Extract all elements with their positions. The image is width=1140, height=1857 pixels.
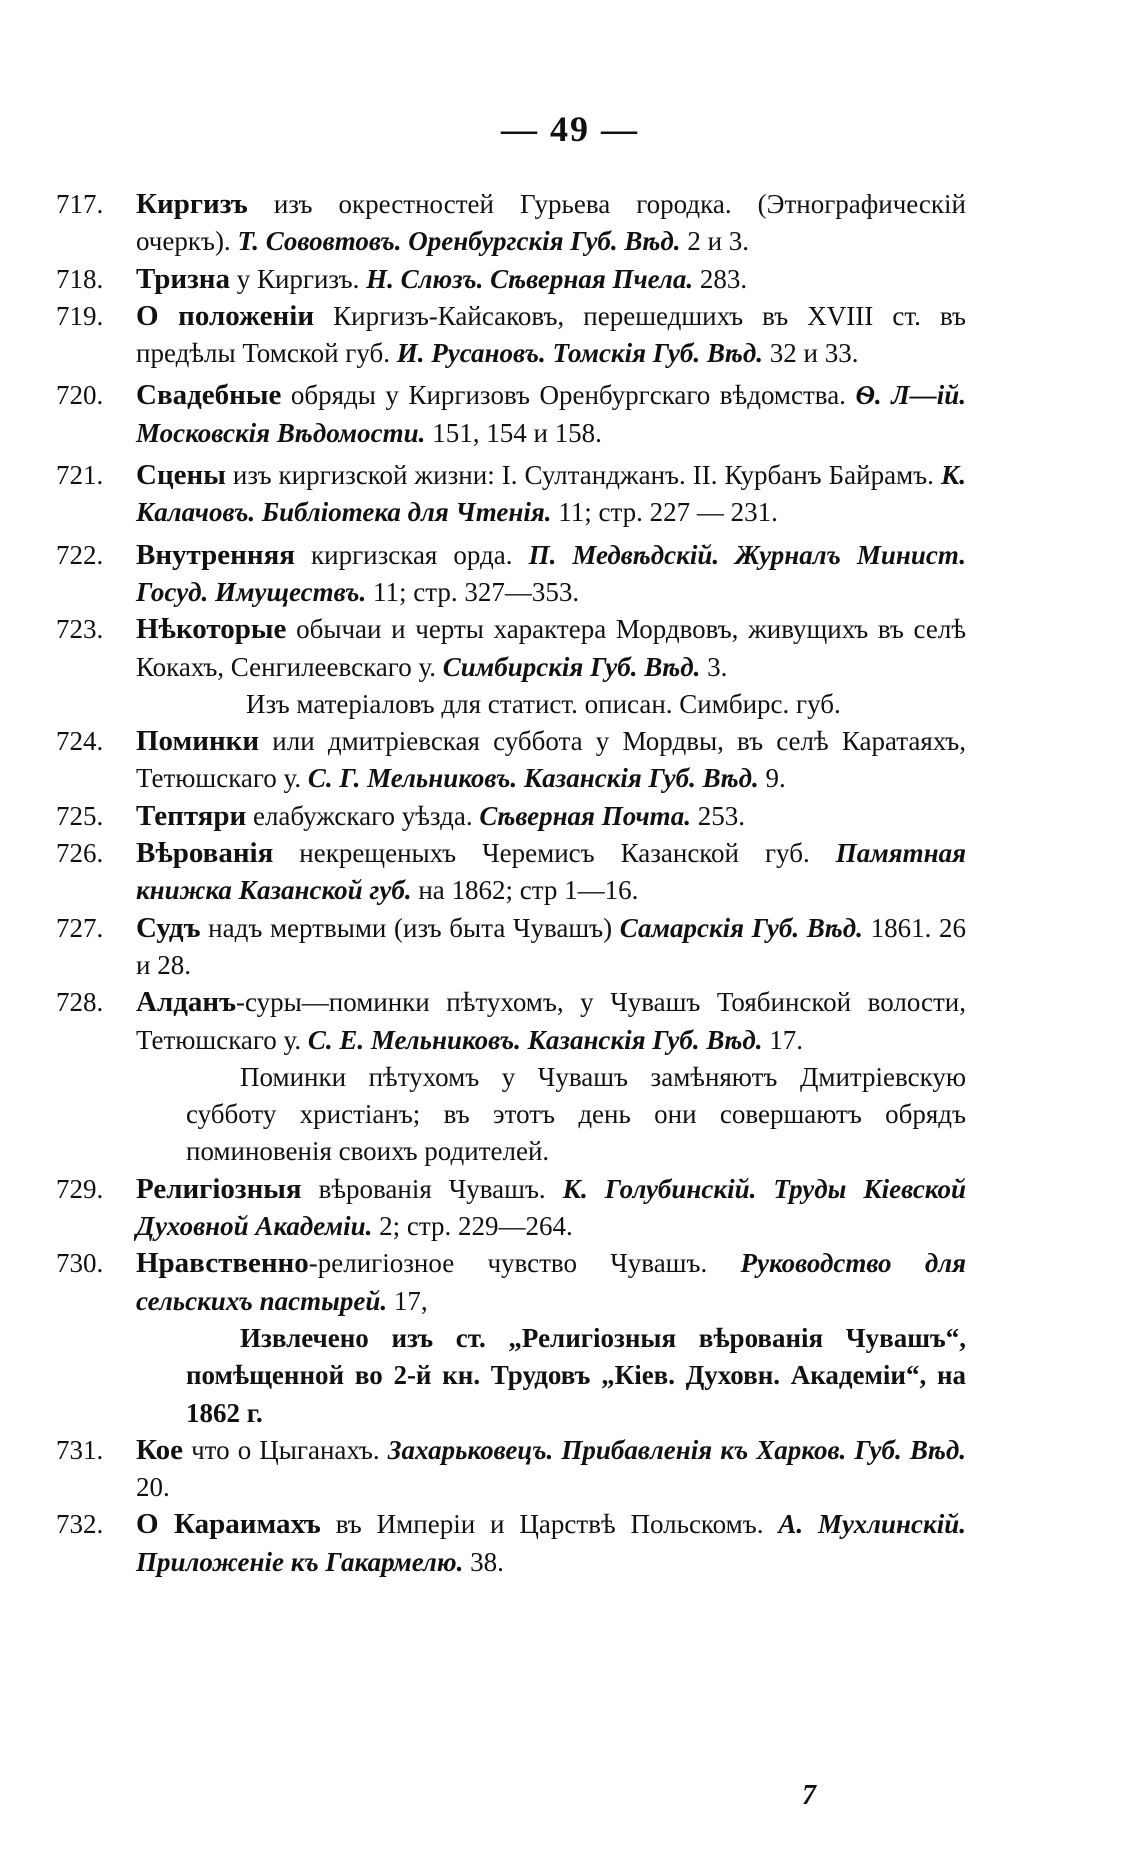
bibliography-entry [56, 835, 966, 910]
entry-keyword: Религіозныя [136, 1172, 302, 1205]
bibliography-entry [56, 377, 966, 452]
entry-rest: 2; стр. 229—264. [372, 1211, 573, 1242]
entry-text: изъ окрестностей Гурьева городка. (Этнографическій очеркъ). [136, 189, 966, 257]
entry-rest: 20. [136, 1472, 170, 1503]
entry-source: Сѣверная Пчела. [483, 263, 694, 294]
entry-author: Н. Слюзъ. [366, 263, 484, 294]
entry-rest: 151, 154 и 158. [425, 417, 602, 448]
entry-number: 723. [56, 614, 104, 645]
entry-source: Сѣверная Почта. [479, 800, 691, 831]
entry-text: обычаи и черты характера Мордвовъ, живущихъ въ селѣ Кокахъ, Сенгилеевскаго у. [136, 614, 966, 682]
entry-number: 727. [56, 912, 104, 943]
bibliography-entry [56, 1171, 966, 1246]
page-number: — 49 — [501, 109, 639, 149]
entry-author: Ѳ. Л—ій. [855, 380, 966, 411]
entry-source: Журналъ Минист. Госуд. Имуществъ. [136, 539, 966, 607]
entry-keyword: Киргизъ [136, 188, 248, 220]
entry-number: 718. [56, 263, 104, 294]
entry-number: 726. [56, 838, 104, 869]
entry-author: Захарьковецъ. [387, 1434, 554, 1465]
entry-source: Симбирскія Губ. Вѣд. [442, 651, 701, 682]
entry-text: Киргизъ-Кайсаковъ, перешедшихъ въ XVIII ст. въ предѣлы Томской губ. [136, 300, 966, 369]
entry-rest: 17, [387, 1285, 428, 1316]
entry-keyword: Нѣкоторые [136, 613, 287, 646]
entry-source: Труды Кіевской Духовной Академіи. [136, 1173, 966, 1242]
entry-keyword: Сцены [136, 459, 226, 492]
bibliography-entry [56, 186, 966, 261]
entry-text: -суры—поминки пѣтухомъ, у Чувашъ Тоябинской волости, Тетюшскаго у. [136, 987, 966, 1055]
entry-text: -религіозное чувство Чувашъ. [308, 1248, 741, 1279]
entry-number: 725. [56, 800, 104, 831]
entry-source: Томскія Губ. Вѣд. [545, 338, 764, 369]
entry-rest: 9. [758, 763, 786, 794]
entry-source: Самарскія Губ. Вѣд. [619, 912, 863, 943]
entry-source: Московскія Вѣдомости. [136, 417, 426, 448]
entry-source: Приложеніе къ Гакармелю. [136, 1546, 464, 1577]
entry-number: 729. [56, 1173, 104, 1204]
entry-text: некрещеныхъ Черемисъ Казанской губ. [273, 838, 836, 869]
entry-number: 720. [56, 380, 104, 411]
entry-rest: 11; стр. 227 — 231. [551, 497, 778, 528]
entry-source: Руководство для сельскихъ пастырей. [136, 1248, 966, 1316]
entry-source: Оренбургскія Губ. Вѣд. [401, 226, 681, 257]
entry-source: Памятная книжка Казанской губ. [136, 838, 966, 906]
entry-number: 722. [56, 539, 104, 570]
entry-number: 721. [56, 460, 104, 491]
entry-author: К. Голубинскій. [562, 1173, 757, 1204]
entry-keyword: Тризна [136, 262, 230, 295]
entry-author: И. Русановъ. [396, 338, 546, 369]
entry-number: 728. [56, 987, 104, 1018]
entry-keyword: Алданъ [136, 986, 236, 1019]
bibliography-entry [56, 1506, 966, 1581]
entry-keyword: Поминки [136, 725, 260, 758]
entry-keyword: О положеніи [136, 299, 315, 332]
bibliography-entry [56, 1245, 966, 1320]
signature-mark: 7 [802, 1780, 816, 1811]
entry-keyword: Тептяри [136, 799, 247, 832]
entry-text: киргизская орда. [294, 539, 529, 570]
entry-author: П. Медвѣдскій. [528, 539, 720, 570]
entry-number: 731. [56, 1434, 104, 1465]
entry-text: елабужскаго уѣзда. [246, 800, 480, 831]
entry-text: надъ мертвыми (изъ быта Чувашъ) [200, 912, 620, 943]
bibliography-entry [56, 798, 966, 835]
bibliography-entry [56, 984, 966, 1059]
entry-rest: 32 и 33. [763, 338, 859, 369]
entry-text: въ Имперіи и Царствѣ Польскомъ. [320, 1509, 779, 1540]
bibliography-entry [56, 910, 966, 985]
bibliography-entry [56, 611, 966, 686]
bibliography-entry [56, 457, 966, 532]
entry-rest: 253. [690, 800, 745, 831]
entry-number: 719. [56, 300, 104, 331]
bibliography-entry [56, 537, 966, 612]
entry-keyword: Внутренняя [136, 538, 295, 571]
entry-source: Прибавленія къ Харков. Губ. Вѣд. [553, 1434, 966, 1465]
entry-rest: 2 и 3. [680, 226, 750, 257]
entry-rest: 17. [762, 1024, 804, 1055]
entry-note: Извлечено изъ ст. „Религіозныя вѣрованія Чувашъ“, помѣщенной во 2-й кн. Трудовъ „Кіев. Духовн. Академіи“, на 1862 г. [186, 1322, 966, 1428]
entry-text: вѣрованія Чувашъ. [301, 1173, 563, 1204]
entry-source: Казанскія Губ. Вѣд. [520, 1024, 763, 1055]
entry-author: С. Г. Мельниковъ. [307, 763, 518, 794]
entry-rest: 11; стр. 327—353. [366, 576, 580, 607]
bibliography-entry [56, 261, 966, 298]
entry-note: Изъ матеріаловъ для статист. описан. Симбирс. губ. [246, 688, 841, 719]
entry-keyword: Вѣрованія [136, 837, 274, 870]
entry-author: К. Калачовъ. [136, 460, 966, 528]
entry-author: Т. Сововтовъ. [237, 226, 402, 257]
entry-author: А. Мухлинскій. [778, 1509, 966, 1540]
entry-rest: 283. [693, 263, 748, 294]
entry-author: С. Е. Мельниковъ. [307, 1024, 521, 1055]
entry-rest: 38. [463, 1546, 504, 1577]
entry-text: что о Цыганахъ. [182, 1434, 388, 1465]
entry-keyword: Кое [136, 1433, 183, 1466]
bibliography-entry [56, 723, 966, 798]
entry-keyword: Свадебные [136, 379, 282, 412]
entry-text: обряды у Киргизовъ Оренбургскаго вѣдомства. [281, 380, 856, 411]
bibliography-list [56, 186, 966, 1581]
entry-source: Библіотека для Чтенія. [255, 497, 552, 528]
entry-number: 724. [56, 726, 104, 757]
entry-text: изъ киргизской жизни: І. Султанджанъ. ІІ. Курбанъ Байрамъ. [225, 460, 941, 491]
entry-text: у Киргизъ. [229, 263, 367, 294]
entry-rest: на 1862; стр 1—16. [411, 875, 639, 906]
entry-note: Поминки пѣтухомъ у Чувашъ замѣняютъ Дмитріевскую субботу христіанъ; въ этотъ день они совершаютъ обрядъ поминовенія своихъ родителей. [186, 1061, 966, 1167]
entry-number: 730. [56, 1248, 104, 1279]
entry-text: или дмитріевская суббота у Мордвы, въ селѣ Каратаяхъ, Тетюшскаго у. [136, 726, 966, 794]
entry-number: 717. [56, 189, 104, 219]
entry-number: 732. [56, 1509, 104, 1540]
entry-keyword: Судъ [136, 911, 201, 944]
entry-source: Казанскія Губ. Вѣд. [517, 763, 759, 794]
bibliography-entry [56, 1432, 966, 1507]
entry-keyword: Нравственно [136, 1247, 309, 1280]
entry-keyword: О Караимахъ [136, 1508, 321, 1541]
entry-rest: 1861. 26 и 28. [136, 912, 966, 980]
bibliography-entry [56, 298, 966, 373]
entry-rest: 3. [700, 651, 728, 682]
